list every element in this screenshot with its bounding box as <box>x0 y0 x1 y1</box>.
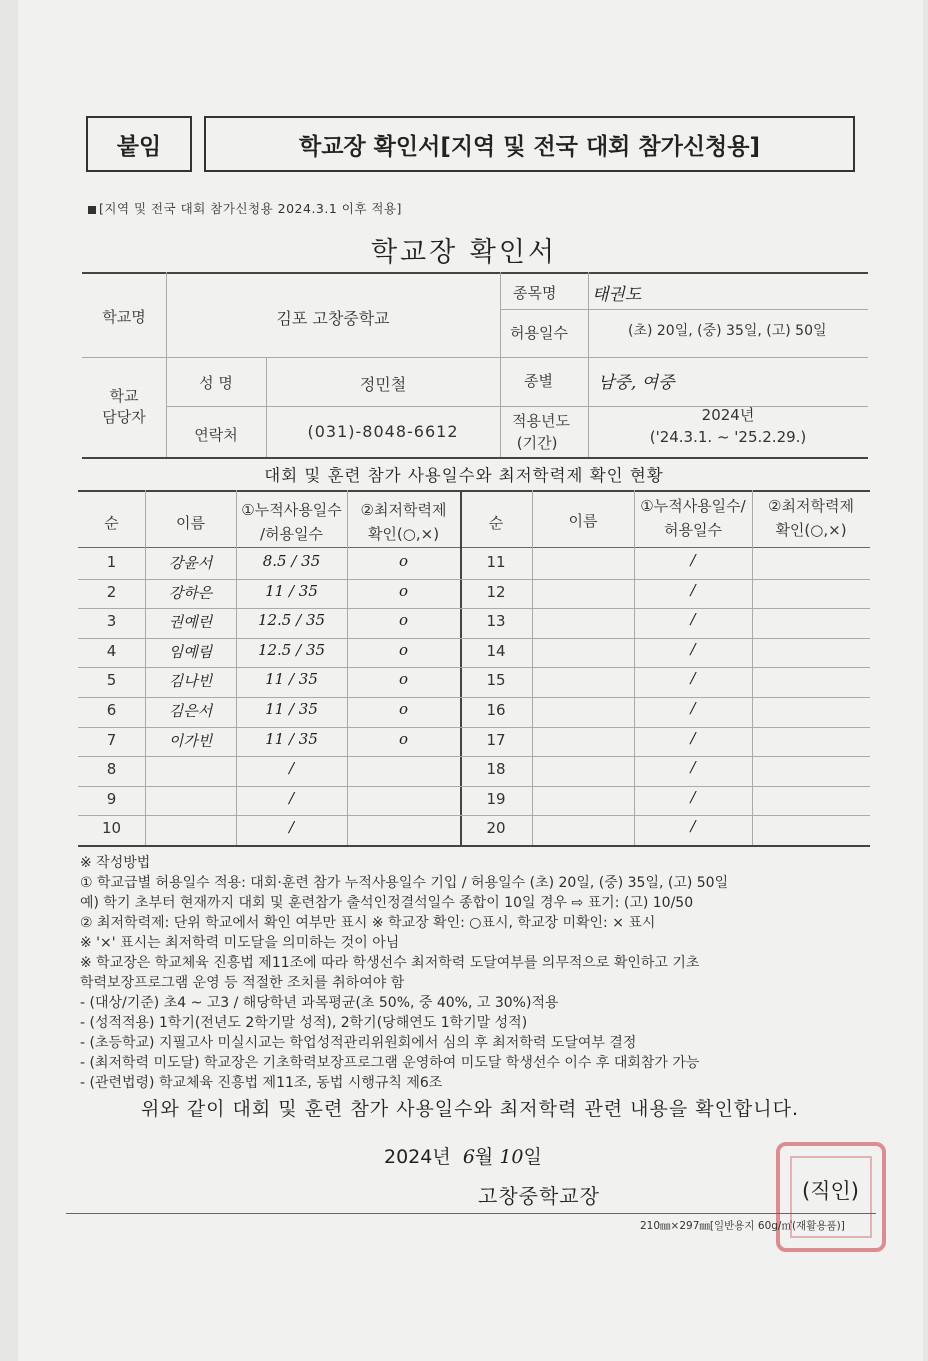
event-value: 태권도 <box>592 285 642 305</box>
allowed-days-label: 허용일수 <box>510 324 568 342</box>
document-title: 학교장 확인서 <box>370 237 558 268</box>
school-name: 김포 고창중학교 <box>276 309 390 328</box>
athlete-name: 강하은 <box>168 583 213 602</box>
year-label: 적용년도 (기간) <box>512 412 570 452</box>
row-number-right: 13 <box>486 612 506 631</box>
row-number-right: 15 <box>486 671 506 690</box>
applicability-note: [지역 및 전국 대회 참가신청용 2024.3.1 이후 적용] <box>88 199 402 217</box>
used-days-right: / <box>690 639 696 658</box>
instruction-line: 학력보장프로그램 운영 등 적절한 조치를 취하여야 함 <box>80 975 405 991</box>
instruction-line: ※ 학교장은 학교체육 진흥법 제11조에 따라 학생선수 최저학력 도달여부를 의무적으로 확인하고 기초 <box>80 955 700 971</box>
row-number-right: 14 <box>486 641 506 660</box>
row-number-right: 20 <box>486 819 506 838</box>
contact-name: 정민철 <box>359 375 407 394</box>
principal-title: 고창중학교장 <box>478 1184 600 1208</box>
used-days: 8.5 / 35 <box>262 552 321 570</box>
row-number: 4 <box>106 641 117 660</box>
row-number: 1 <box>106 553 117 571</box>
category-value: 남중, 여중 <box>598 373 675 393</box>
grade-check-mark: o <box>398 611 409 630</box>
instruction-line: - (대상/기준) 초4 ~ 고3 / 해당학년 과목평균(초 50%, 중 40%, 고 30%)적용 <box>80 995 559 1011</box>
col-grade-check-right: ②최저학력제 확인(○,×) <box>768 497 854 539</box>
athlete-name: 강윤서 <box>168 554 213 572</box>
used-days-right: / <box>690 669 696 688</box>
section-title: 대회 및 훈련 참가 사용일수와 최저학력제 확인 현황 <box>264 466 664 485</box>
col-seq: 순 <box>104 514 119 532</box>
row-number-right: 16 <box>486 701 506 719</box>
signature-date: 2024년 6월 10일 <box>384 1146 542 1168</box>
athlete-name: 권예린 <box>168 613 213 632</box>
grade-check-mark: o <box>398 552 409 570</box>
grade-check-mark: o <box>398 729 409 748</box>
instruction-line: ※ 작성방법 <box>80 855 151 871</box>
grade-check-mark: o <box>398 581 409 600</box>
used-days-right: / <box>690 817 696 836</box>
used-days-right: / <box>690 699 696 717</box>
athlete-name: 이가빈 <box>168 731 213 750</box>
confirmation-statement: 위와 같이 대회 및 훈련 참가 사용일수와 최저학력 관련 내용을 확인합니다. <box>140 1098 800 1120</box>
grade-check-mark: o <box>398 640 409 659</box>
name-label: 성 명 <box>199 374 233 392</box>
used-days-right: / <box>690 787 696 806</box>
athlete-name: 임예림 <box>168 642 213 661</box>
used-days-right: / <box>690 758 696 777</box>
col-seq-right: 순 <box>488 514 504 532</box>
attachment-label: 붙임 <box>86 116 192 172</box>
seal-label: (직인) <box>802 1179 859 1203</box>
year-value: 2024년 <box>701 406 755 424</box>
row-number: 3 <box>106 612 117 631</box>
category-label: 종별 <box>524 372 553 390</box>
used-days-right: / <box>690 728 696 747</box>
used-days: / <box>288 788 295 807</box>
contact-group-label: 학교 담당자 <box>102 387 146 426</box>
instruction-line: ① 학교급별 허용일수 적용: 대회·훈련 참가 누적사용일수 기입 / 허용일수 (초) 20일, (중) 35일, (고) 50일 <box>80 875 729 891</box>
row-number-right: 17 <box>486 730 506 749</box>
row-number: 8 <box>106 760 117 779</box>
used-days-right: / <box>690 610 696 629</box>
col-name: 이름 <box>176 514 205 532</box>
used-days-right: / <box>690 580 696 599</box>
row-number-right: 12 <box>486 582 506 601</box>
row-number: 2 <box>106 582 117 601</box>
row-number: 6 <box>106 701 117 719</box>
phone-number: (031)-8048-6612 <box>307 422 459 441</box>
grade-check-mark: o <box>398 670 409 689</box>
instruction-line: - (초등학교) 지필고사 미실시교는 학업성적관리위원회에서 심의 후 최저학력 도달여부 결정 <box>80 1035 637 1051</box>
used-days: / <box>288 818 295 837</box>
period-value: ('24.3.1. ~ '25.2.29.) <box>649 428 807 446</box>
grade-check-mark: o <box>398 700 409 718</box>
used-days: 12.5 / 35 <box>257 640 326 659</box>
col-days-right: ①누적사용일수/ 허용일수 <box>640 497 746 539</box>
instruction-line: - (최저학력 미도달) 학교장은 기초학력보장프로그램 운영하여 미도달 학생선수 이수 후 대회참가 가능 <box>80 1055 700 1071</box>
instruction-line: ※ '×' 표시는 최저학력 미도달을 의미하는 것이 아님 <box>80 935 400 951</box>
instruction-line: 예) 학기 초부터 현재까지 대회 및 훈련참가 출석인정결석일수 종합이 10일 경우 ⇨ 표기: (고) 10/50 <box>80 895 694 911</box>
row-number-right: 18 <box>486 760 506 779</box>
row-number: 5 <box>106 671 117 690</box>
used-days-right: / <box>690 551 696 569</box>
row-number: 10 <box>101 819 122 838</box>
paper-spec-footer: 210㎜×297㎜[일반용지 60g/㎡(재활용품)] <box>640 1220 845 1232</box>
used-days: 12.5 / 35 <box>257 611 326 630</box>
allowed-days-value: (초) 20일, (중) 35일, (고) 50일 <box>628 323 827 339</box>
row-number-right: 19 <box>486 789 506 808</box>
used-days: 11 / 35 <box>265 700 318 718</box>
col-name-right: 이름 <box>568 512 598 530</box>
row-number-right: 11 <box>486 553 506 571</box>
square-bullet-icon <box>88 206 96 214</box>
instruction-line: ② 최저학력제: 단위 학교에서 확인 여부만 표시 ※ 학교장 확인: ○표시, 학교장 미확인: × 표시 <box>80 915 656 931</box>
athlete-name: 김나빈 <box>168 672 213 691</box>
form-title: 학교장 확인서[지역 및 전국 대회 참가신청용] <box>204 116 855 172</box>
phone-label: 연락처 <box>194 426 238 444</box>
event-label: 종목명 <box>513 284 557 302</box>
used-days: 11 / 35 <box>265 581 318 600</box>
athlete-name: 김은서 <box>168 702 213 720</box>
instruction-line: - (성적적용) 1학기(전년도 2학기말 성적), 2학기(당해연도 1학기말 성적) <box>80 1015 528 1031</box>
instruction-line: - (관련법령) 학교체육 진흥법 제11조, 동법 시행규칙 제6조 <box>80 1075 443 1091</box>
school-name-label: 학교명 <box>102 308 146 326</box>
row-number: 9 <box>106 789 117 808</box>
used-days: 11 / 35 <box>265 670 318 689</box>
row-number: 7 <box>106 730 117 749</box>
col-grade-check: ②최저학력제 확인(○,×) <box>360 501 447 543</box>
used-days: 11 / 35 <box>265 729 318 748</box>
used-days: / <box>288 759 295 778</box>
col-days: ①누적사용일수 /허용일수 <box>241 501 342 543</box>
